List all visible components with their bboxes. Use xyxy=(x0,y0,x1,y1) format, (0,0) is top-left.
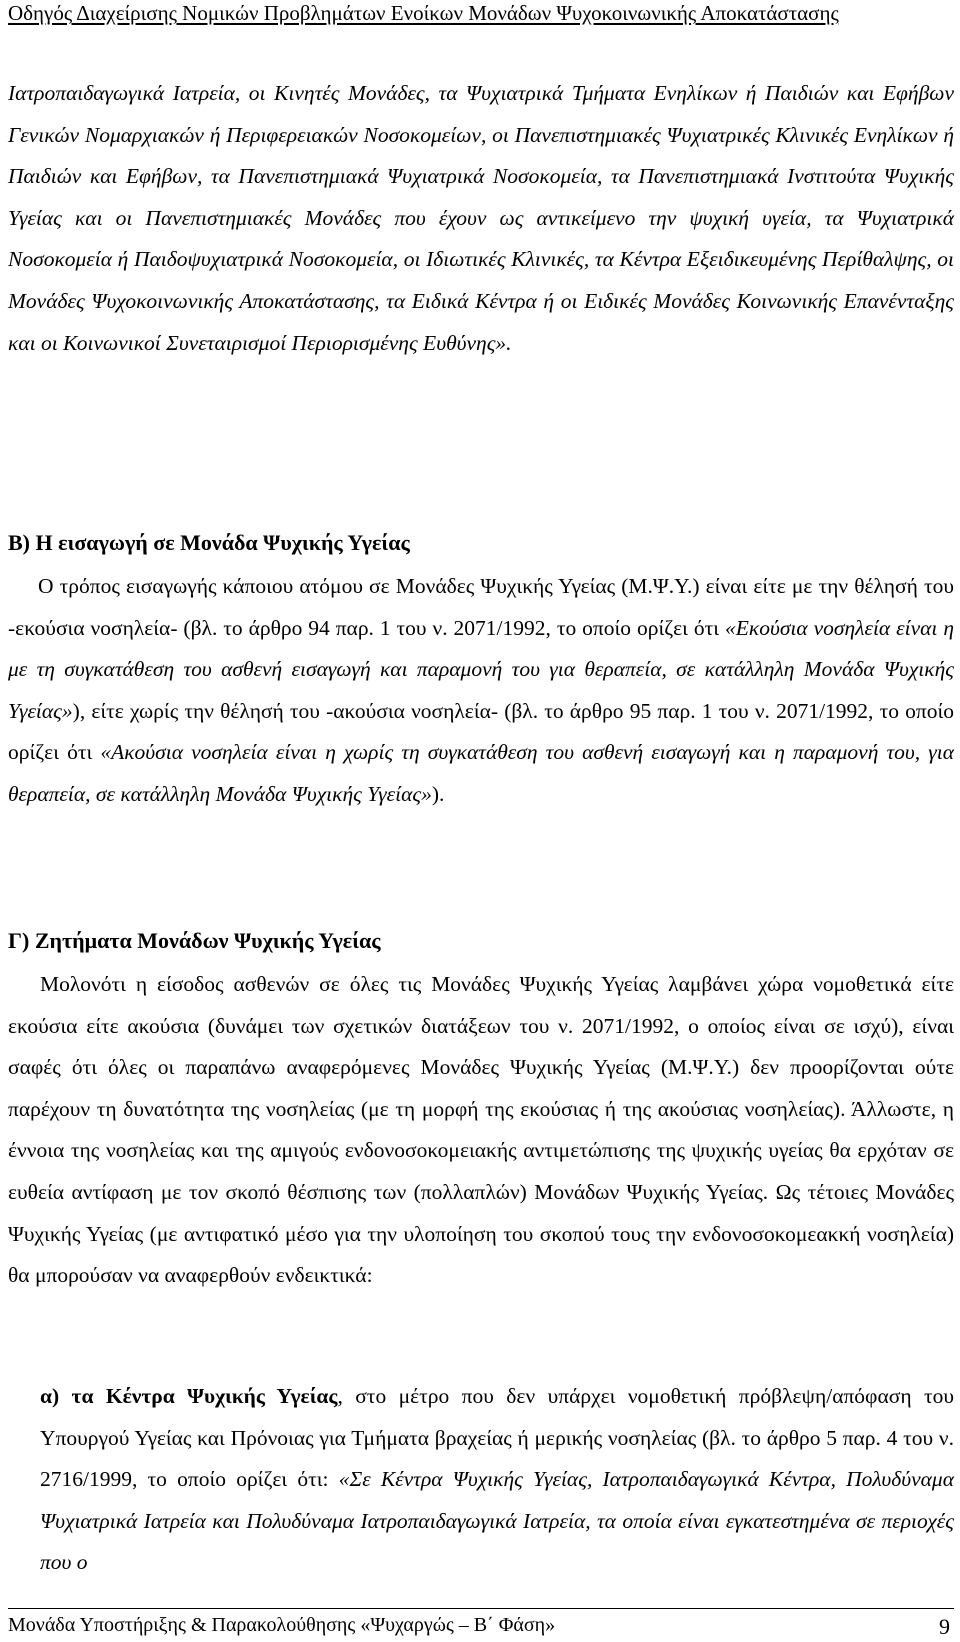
list-item-a xyxy=(40,1376,954,1584)
footer-divider xyxy=(8,1608,954,1609)
admission-text-1: Ο τρόπος εισαγωγής κάποιου ατόμου σε Μονάδες Ψυχικής Υγείας (Μ.Ψ.Υ.) είναι είτε με την θέλησή του -εκούσια νοσηλεία- (βλ. το άρθρο 94 παρ. 1 του ν. 2071/1992, το οποίο ορίζει ότι xyxy=(8,574,954,640)
voluntary-admission-quote: «Εκούσια νοσηλεία είναι η με τη συγκατάθεση του ασθενή εισαγωγή και παραμονή του για θεραπεία, σε κατάλληλη Μονάδα Ψυχικής Υγείας» xyxy=(8,615,954,723)
admission-text-3: ). xyxy=(431,781,445,806)
involuntary-admission-quote: «Ακούσια νοσηλεία είναι η χωρίς τη συγκατάθεση του ασθενή εισαγωγή και η παραμονή του, για θεραπεία, σε κατάλληλη Μονάδα Ψυχικής Υγείας» xyxy=(8,740,954,806)
section-heading-b: Β) Η εισαγωγή σε Μονάδα Ψυχικής Υγείας xyxy=(8,530,410,555)
paragraph-admission xyxy=(8,566,954,816)
list-item-a-text: , στο μέτρο που δεν υπάρχει νομοθετική πρόβλεψη/απόφαση του Υπουργού Υγείας και Πρόνοιας για Τμήματα βραχείας ή μερικής νοσηλείας (βλ. το άρθρο 5 παρ. 4 του ν. 2716/1999, το οποίο ορίζει ότι: xyxy=(40,1384,954,1492)
running-footer: Μονάδα Υποστήριξης & Παρακολούθησης «Ψυχαργώς – Β΄ Φάση» xyxy=(8,1614,556,1636)
running-header: Οδηγός Διαχείρισης Νομικών Προβλημάτων Ενοίκων Μονάδων Ψυχοκοινωνικής Αποκατάστασης xyxy=(8,1,839,25)
page-number: 9 xyxy=(939,1614,950,1639)
list-item-a-label: α) τα Κέντρα Ψυχικής Υγείας xyxy=(40,1384,338,1408)
list-item-a-quote: «Σε Κέντρα Ψυχικής Υγείας, Ιατροπαιδαγωγικά Κέντρα, Πολυδύναμα Ψυχιατρικά Ιατρεία και Πολυδύναμα Ιατροπαιδαγωγικά Ιατρεία, τα οποία είναι εγκατεστημένα σε περιοχές που ο xyxy=(40,1467,954,1575)
paragraph-institutions-list: Ιατροπαιδαγωγικά Ιατρεία, οι Κινητές Μονάδες, τα Ψυχιατρικά Τμήματα Ενηλίκων ή Παιδιών και Εφήβων Γενικών Νομαρχιακών ή Περιφερειακών Νοσοκομείων, οι Πανεπιστημιακές Ψυχιατρικές Κλινικές Ενηλίκων ή Παιδιών και Εφήβων, τα Πανεπιστημιακά Ψυχιατρικά Νοσοκομεία, τα Πανεπιστημιακά Ινστιτούτα Ψυχικής Υγείας και οι Πανεπιστημιακές Μονάδες που έχουν ως αντικείμενο την ψυχική υγεία, τα Ψυχιατρικά Νοσοκομεία ή Παιδοψυχιατρικά Νοσοκομεία, οι Ιδιωτικές Κλινικές, τα Κέντρα Εξειδικευμένης Περίθαλψης, οι Μονάδες Ψυχοκοινωνικής Αποκατάστασης, τα Ειδικά Κέντρα ή οι Ειδικές Μονάδες Κοινωνικής Επανένταξης και οι Κοινωνικοί Συνεταιρισμοί Περιορισμένης Ευθύνης». xyxy=(8,81,954,355)
paragraph-issues: Μολονότι η είσοδος ασθενών σε όλες τις Μονάδες Ψυχικής Υγείας λαμβάνει χώρα νομοθετικά είτε εκούσια είτε ακούσια (δυνάμει των σχετικών διατάξεων του ν. 2071/1992, ο οποίος είναι σε ισχύ), είναι σαφές ότι όλες οι παραπάνω αναφερόμενες Μονάδες Ψυχικής Υγείας (Μ.Ψ.Υ.) δεν προορίζονται ούτε παρέχουν τη δυνατότητα της νοσηλείας (με τη μορφή της εκούσιας ή της ακούσιας νοσηλείας). Άλλωστε, η έννοια της νοσηλείας και της αμιγούς ενδονοσοκομειακής αντιμετώπισης της ψυχικής υγείας θα ερχόταν σε ευθεία αντίφαση με τον σκοπό θέσπισης των (πολλαπλών) Μονάδων Ψυχικής Υγείας. Ως τέτοιες Μονάδες Ψυχικής Υγείας (με αντιφατικό μέσο για την υλοποίηση του σκοπού τους την ενδονοσοκομεακκή νοσηλεία) θα μπορούσαν να αναφερθούν ενδεικτικά: xyxy=(8,972,954,1288)
admission-text-2: ), είτε χωρίς την θέλησή του -ακούσια νοσηλεία- (βλ. το άρθρο 95 παρ. 1 του ν. 2071/1992, το οποίο ορίζει ότι xyxy=(8,698,954,765)
section-heading-g: Γ) Ζητήματα Μονάδων Ψυχικής Υγείας xyxy=(8,928,381,953)
